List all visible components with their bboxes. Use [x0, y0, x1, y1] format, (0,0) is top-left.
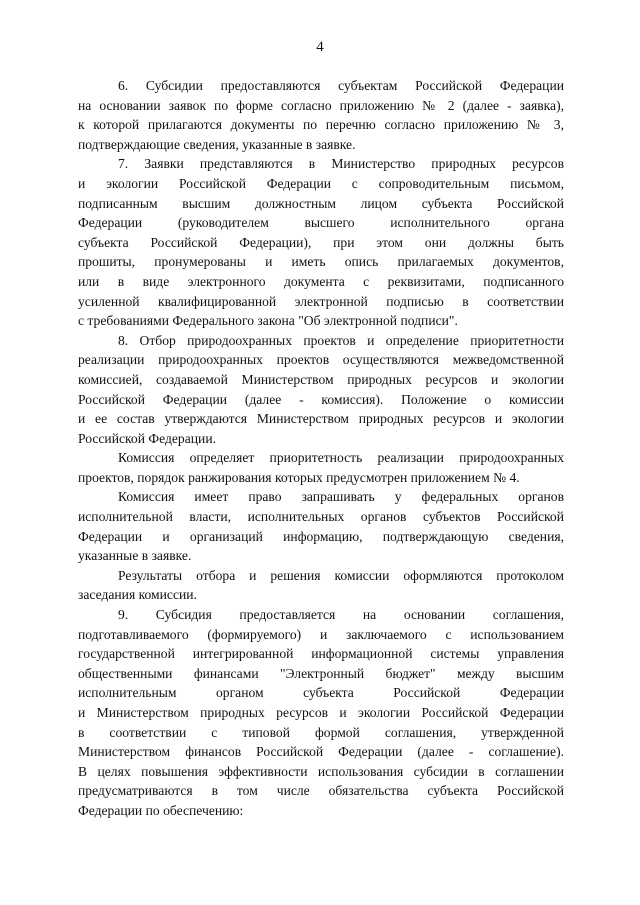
text-line: подтверждающие сведения, указанные в заявке. [78, 136, 356, 152]
text-line: усиленной квалифицированной электронной подписью в соответствии [78, 293, 564, 309]
text-line: Министерством финансов Российской Федерации (далее - соглашение). [78, 744, 564, 760]
text-line: в соответствии с типовой формой соглашения, утвержденной [78, 724, 564, 740]
paragraph-commission-rights [78, 487, 564, 565]
text-line: указанные в заявке. [78, 548, 192, 564]
paragraph-item-9 [78, 605, 564, 821]
text-line: на основании заявок по форме согласно приложению № 2 (далее - заявка), [78, 97, 564, 113]
text-line: общественными финансами "Электронный бюджет" между высшим [78, 665, 564, 681]
text-line: 6. Субсидии предоставляются субъектам Российской Федерации [118, 78, 564, 93]
text-line: Комиссия определяет приоритетность реализации природоохранных [118, 450, 564, 466]
text-line: и экологии Российской Федерации с сопроводительным письмом, [78, 175, 564, 191]
paragraph-item-8 [78, 331, 564, 449]
text-line: Российской Федерации (далее - комиссия). Положение о комиссии [78, 391, 564, 407]
text-line: Федерации (руководителем высшего исполнительного органа [78, 215, 564, 231]
text-line: государственной интегрированной информационной системы управления [78, 646, 564, 662]
text-line: исполнительной власти, исполнительных органов субъектов Российской [78, 509, 564, 525]
text-line: Федерации и организаций информацию, подтверждающую сведения, [78, 528, 564, 544]
text-line: и ее состав утверждаются Министерством природных ресурсов и экологии [78, 411, 564, 427]
text-line: В целях повышения эффективности использования субсидии в соглашении [78, 763, 564, 779]
text-line: 8. Отбор природоохранных проектов и определение приоритетности [118, 332, 564, 348]
page-number: 4 [316, 39, 324, 55]
text-line: реализации природоохранных проектов осуществляются межведомственной [78, 352, 564, 368]
text-line: подписанным высшим должностным лицом субъекта Российской [78, 195, 564, 211]
text-line: и Министерством природных ресурсов и экологии Российской Федерации [78, 705, 564, 720]
text-line: подготавливаемого (формируемого) и заключаемого с использованием [78, 626, 564, 642]
document-body [78, 76, 564, 821]
text-line: или в виде электронного документа с реквизитами, подписанного [78, 273, 564, 289]
text-line: предусматриваются в том числе обязательства субъекта Российской [78, 783, 564, 799]
text-line: субъекта Российской Федерации), при этом они должны быть [78, 234, 564, 250]
text-line: прошиты, пронумерованы и иметь опись прилагаемых документов, [78, 254, 564, 270]
text-line: 7. Заявки представляются в Министерство природных ресурсов [118, 156, 564, 172]
paragraph-item-6 [78, 76, 564, 154]
text-line: Российской Федерации. [78, 430, 216, 446]
paragraph-item-7 [78, 154, 564, 330]
text-line: заседания комиссии. [78, 587, 197, 603]
text-line: проектов, порядок ранжирования которых предусмотрен приложением № 4. [78, 469, 520, 485]
text-line: Комиссия имеет право запрашивать у федеральных органов [118, 489, 564, 505]
text-line: исполнительным органом субъекта Российской Федерации [78, 685, 564, 701]
text-line: к которой прилагаются документы по перечню согласно приложению № 3, [78, 117, 564, 133]
text-line: комиссией, создаваемой Министерством природных ресурсов и экологии [78, 371, 564, 387]
text-line: Результаты отбора и решения комиссии оформляются протоколом [118, 567, 564, 583]
paragraph-commission-priority [78, 448, 564, 487]
text-line: Федерации по обеспечению: [78, 802, 244, 818]
text-line: 9. Субсидия предоставляется на основании соглашения, [118, 607, 564, 623]
paragraph-selection-results [78, 566, 564, 605]
text-line: с требованиями Федерального закона "Об электронной подписи". [78, 313, 458, 329]
